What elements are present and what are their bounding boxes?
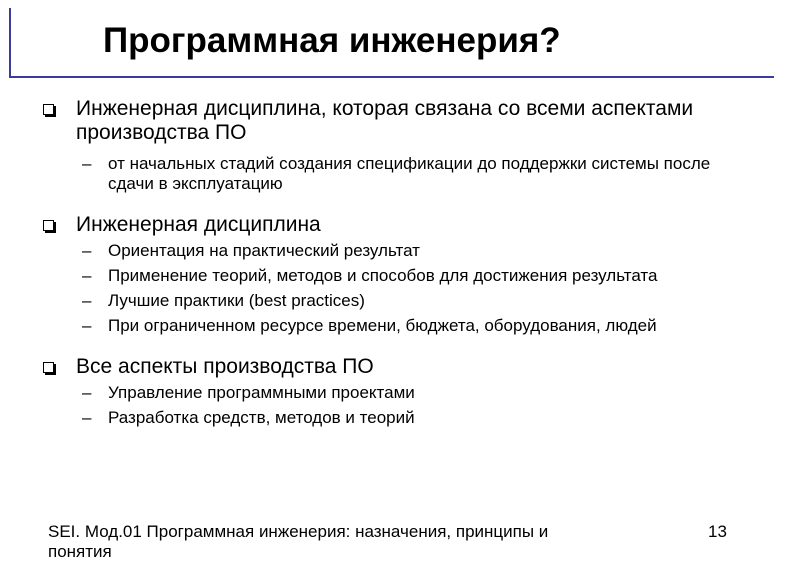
dash-bullet-icon: – — [82, 316, 92, 335]
bullet-item — [40, 355, 740, 379]
sub-bullet-text: от начальных стадий создания спецификации до поддержки системы после сдачи в эксплуатацию — [108, 154, 711, 193]
title-rule-horizontal — [9, 76, 774, 78]
sub-bullet-item — [40, 408, 740, 428]
bullet-text: Инженерная дисциплина — [76, 213, 321, 236]
sub-bullet-text: Разработка средств, методов и теорий — [108, 408, 415, 427]
sub-bullet-text: Применение теорий, методов и способов для достижения результата — [108, 266, 658, 285]
sub-bullet-text: Управление программными проектами — [108, 383, 415, 402]
sub-bullet-text: При ограниченном ресурсе времени, бюджета, оборудования, людей — [108, 316, 657, 335]
page-number: 13 — [708, 522, 727, 541]
sub-bullet-item — [40, 266, 740, 286]
dash-bullet-icon: – — [82, 241, 92, 260]
sub-bullet-item — [40, 291, 740, 311]
footer-course-title: SEI. Мод.01 Программная инженерия: назначения, принципы и понятия — [48, 522, 549, 561]
dash-bullet-icon: – — [82, 291, 92, 310]
square-bullet-icon — [43, 104, 54, 115]
bullet-item — [40, 97, 740, 145]
sub-bullet-text: Лучшие практики (best practices) — [108, 291, 365, 310]
square-bullet-icon — [43, 362, 54, 373]
sub-bullet-item — [40, 383, 740, 403]
slide-content — [40, 97, 740, 428]
dash-bullet-icon: – — [82, 266, 92, 285]
dash-bullet-icon: – — [82, 408, 92, 427]
dash-bullet-icon: – — [82, 154, 92, 173]
dash-bullet-icon: – — [82, 383, 92, 402]
sub-bullet-text: Ориентация на практический результат — [108, 241, 420, 260]
bullet-text: Все аспекты производства ПО — [76, 355, 374, 378]
bullet-item — [40, 213, 740, 237]
slide-title: Программная инженерия? — [103, 21, 561, 60]
sub-bullet-item — [40, 316, 740, 336]
bullet-text: Инженерная дисциплина, которая связана со всеми аспектами производства ПО — [76, 97, 694, 144]
sub-bullet-item — [40, 241, 740, 261]
sub-bullet-item — [40, 154, 740, 194]
title-rule-vertical — [9, 8, 11, 78]
square-bullet-icon — [43, 220, 54, 231]
